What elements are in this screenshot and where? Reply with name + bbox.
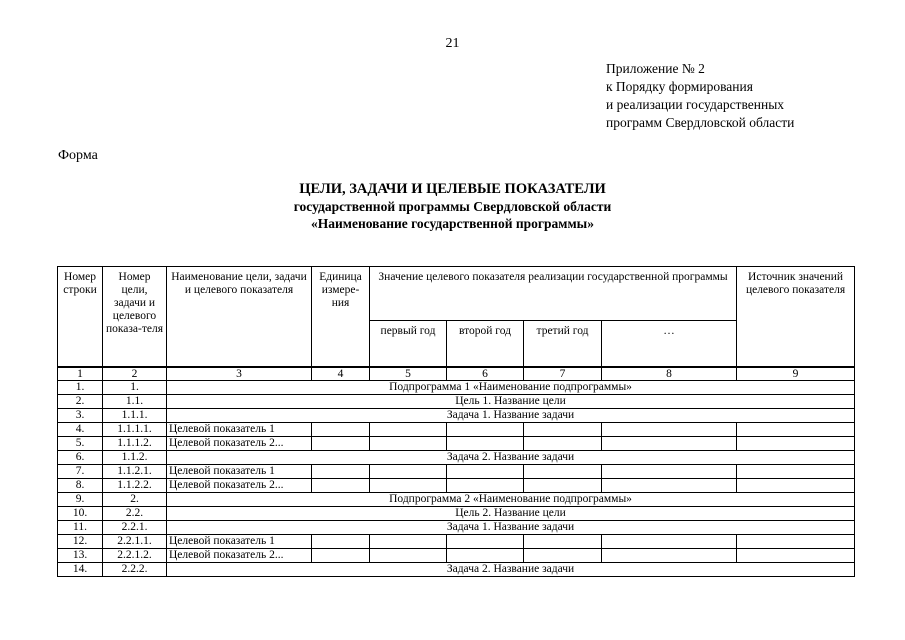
goal-code-cell: 1.1.1.1. — [103, 423, 167, 437]
empty-cell — [737, 465, 855, 479]
appendix-line: к Порядку формирования — [606, 79, 753, 94]
empty-cell — [312, 437, 370, 451]
section-title-cell: Задача 1. Название задачи — [167, 521, 855, 535]
header-year: первый год — [370, 321, 447, 368]
appendix-line: программ Свердловской области — [606, 115, 795, 130]
row-number-cell: 8. — [58, 479, 103, 493]
row-number-cell: 1. — [58, 381, 103, 395]
header-value-group: Значение целевого показателя реализации государственной программы — [370, 267, 737, 321]
table-row — [58, 507, 855, 521]
empty-cell — [370, 437, 447, 451]
table-row — [58, 409, 855, 423]
header-year: второй год — [447, 321, 524, 368]
goal-code-cell: 1. — [103, 381, 167, 395]
empty-cell — [602, 479, 737, 493]
title-line: ЦЕЛИ, ЗАДАЧИ И ЦЕЛЕВЫЕ ПОКАЗАТЕЛИ — [299, 181, 606, 197]
empty-cell — [524, 423, 602, 437]
row-number-cell: 2. — [58, 395, 103, 409]
table-row — [58, 423, 855, 437]
empty-cell — [602, 549, 737, 563]
header-year: … — [602, 321, 737, 368]
goal-code-cell: 1.1.1. — [103, 409, 167, 423]
table-row — [58, 521, 855, 535]
empty-cell — [370, 549, 447, 563]
empty-cell — [447, 423, 524, 437]
row-number-cell: 12. — [58, 535, 103, 549]
title-line: «Наименование государственной программы» — [311, 216, 594, 231]
empty-cell — [447, 465, 524, 479]
empty-cell — [602, 423, 737, 437]
section-title-cell: Цель 2. Название цели — [167, 507, 855, 521]
section-title-cell: Подпрограмма 1 «Наименование подпрограммы» — [167, 381, 855, 395]
goal-code-cell: 2.2.1.1. — [103, 535, 167, 549]
appendix-line: и реализации государственных — [606, 97, 785, 112]
empty-cell — [447, 549, 524, 563]
table-row — [58, 395, 855, 409]
row-number-cell: 11. — [58, 521, 103, 535]
table-row — [58, 479, 855, 493]
section-title-cell: Задача 2. Название задачи — [167, 451, 855, 465]
table-row — [58, 437, 855, 451]
section-title-cell: Задача 1. Название задачи — [167, 409, 855, 423]
table-row — [58, 549, 855, 563]
row-number-cell: 5. — [58, 437, 103, 451]
empty-cell — [602, 437, 737, 451]
goal-code-cell: 2.2.2. — [103, 563, 167, 577]
column-number: 3 — [167, 367, 312, 381]
column-number: 1 — [58, 367, 103, 381]
empty-cell — [312, 423, 370, 437]
header-row-number: Номер строки — [58, 267, 103, 368]
table-row — [58, 493, 855, 507]
row-number-cell: 7. — [58, 465, 103, 479]
page-number: 21 — [445, 36, 460, 51]
indicator-name-cell: Целевой показатель 1 — [167, 465, 312, 479]
empty-cell — [737, 437, 855, 451]
column-number: 7 — [524, 367, 602, 381]
header-name: Наименование цели, задачи и целевого показателя — [167, 267, 312, 368]
row-number-cell: 14. — [58, 563, 103, 577]
header-row — [58, 267, 855, 321]
section-title-cell: Цель 1. Название цели — [167, 395, 855, 409]
empty-cell — [524, 437, 602, 451]
empty-cell — [524, 535, 602, 549]
table-row — [58, 563, 855, 577]
header-year: третий год — [524, 321, 602, 368]
column-number: 8 — [602, 367, 737, 381]
indicator-name-cell: Целевой показатель 1 — [167, 535, 312, 549]
column-number: 9 — [737, 367, 855, 381]
empty-cell — [312, 535, 370, 549]
indicator-name-cell: Целевой показатель 2... — [167, 549, 312, 563]
empty-cell — [370, 465, 447, 479]
empty-cell — [447, 535, 524, 549]
goal-code-cell: 2.2. — [103, 507, 167, 521]
column-number: 5 — [370, 367, 447, 381]
empty-cell — [737, 479, 855, 493]
goal-code-cell: 1.1.2. — [103, 451, 167, 465]
empty-cell — [602, 535, 737, 549]
empty-cell — [447, 437, 524, 451]
header-goal-number: Номер цели, задачи и целевого показа-теля — [103, 267, 167, 368]
goal-code-cell: 2.2.1.2. — [103, 549, 167, 563]
goal-code-cell: 1.1.1.2. — [103, 437, 167, 451]
row-number-cell: 4. — [58, 423, 103, 437]
document-title — [0, 181, 905, 232]
goal-code-cell: 1.1.2.2. — [103, 479, 167, 493]
form-label: Форма — [58, 148, 98, 163]
empty-cell — [370, 479, 447, 493]
empty-cell — [737, 549, 855, 563]
indicator-name-cell: Целевой показатель 2... — [167, 479, 312, 493]
column-number: 2 — [103, 367, 167, 381]
row-number-cell: 13. — [58, 549, 103, 563]
empty-cell — [524, 549, 602, 563]
row-number-cell: 9. — [58, 493, 103, 507]
indicator-name-cell: Целевой показатель 1 — [167, 423, 312, 437]
header-source: Источник значений целевого показателя — [737, 267, 855, 368]
empty-cell — [737, 535, 855, 549]
row-number-cell: 6. — [58, 451, 103, 465]
empty-cell — [370, 535, 447, 549]
empty-cell — [370, 423, 447, 437]
column-number: 4 — [312, 367, 370, 381]
empty-cell — [524, 465, 602, 479]
table-row — [58, 381, 855, 395]
table-row — [58, 451, 855, 465]
empty-cell — [312, 465, 370, 479]
table-row — [58, 535, 855, 549]
empty-cell — [447, 479, 524, 493]
indicator-name-cell: Целевой показатель 2... — [167, 437, 312, 451]
section-title-cell: Подпрограмма 2 «Наименование подпрограммы» — [167, 493, 855, 507]
appendix-line: Приложение № 2 — [606, 61, 705, 76]
header-unit: Единица измере-ния — [312, 267, 370, 368]
goals-table — [57, 266, 855, 577]
goal-code-cell: 2.2.1. — [103, 521, 167, 535]
empty-cell — [602, 465, 737, 479]
empty-cell — [312, 549, 370, 563]
appendix-note — [606, 60, 794, 132]
title-line: государственной программы Свердловской области — [293, 199, 612, 214]
empty-cell — [312, 479, 370, 493]
row-number-cell: 3. — [58, 409, 103, 423]
table-row — [58, 465, 855, 479]
section-title-cell: Задача 2. Название задачи — [167, 563, 855, 577]
empty-cell — [737, 423, 855, 437]
goal-code-cell: 1.1. — [103, 395, 167, 409]
column-number-row — [58, 367, 855, 381]
empty-cell — [524, 479, 602, 493]
goal-code-cell: 2. — [103, 493, 167, 507]
goal-code-cell: 1.1.2.1. — [103, 465, 167, 479]
column-number: 6 — [447, 367, 524, 381]
row-number-cell: 10. — [58, 507, 103, 521]
